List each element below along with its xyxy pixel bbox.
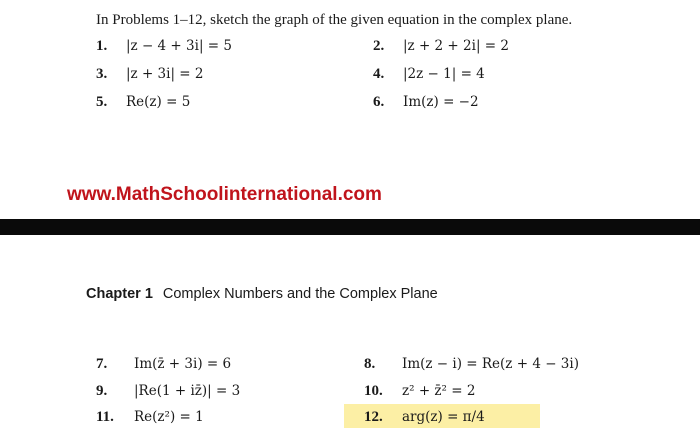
problem-7 [96, 356, 231, 373]
problem-number: 9. [96, 383, 108, 399]
problem-equation: |z + 2 + 2i| = 2 [403, 38, 509, 54]
problem-number: 6. [373, 94, 385, 110]
problem-number: 4. [373, 66, 385, 82]
problem-number: 7. [96, 356, 108, 372]
problem-equation: |2z − 1| = 4 [403, 66, 485, 82]
problem-equation: Im(z − i) = Re(z + 4 − 3i) [402, 356, 579, 372]
problem-equation: Im(z) = −2 [403, 94, 479, 110]
problem-number: 3. [96, 66, 108, 82]
problem-3 [96, 66, 204, 83]
problem-equation: Im(z̄ + 3i) = 6 [134, 356, 232, 372]
problem-1 [96, 38, 232, 55]
chapter-header [86, 286, 438, 302]
problem-10 [364, 383, 475, 400]
chapter-title: Complex Numbers and the Complex Plane [162, 286, 438, 302]
problem-page-top [0, 0, 700, 218]
problem-12 [364, 409, 485, 426]
problem-equation: |z + 3i| = 2 [126, 66, 204, 82]
problem-equation: Re(z²) = 1 [134, 409, 204, 425]
chapter-label: Chapter 1 [86, 286, 153, 302]
problem-11 [96, 409, 204, 426]
problem-number: 10. [364, 383, 383, 399]
problem-8 [364, 356, 579, 373]
problem-number: 2. [373, 38, 385, 54]
divider-bar [0, 219, 700, 235]
problem-number: 12. [364, 409, 383, 425]
problem-5 [96, 94, 190, 111]
website-link[interactable]: www.MathSchoolinternational.com [67, 184, 382, 205]
problem-6 [373, 94, 479, 111]
problem-4 [373, 66, 485, 83]
problem-number: 11. [96, 409, 114, 425]
problem-equation: |Re(1 + iz̄)| = 3 [134, 383, 241, 399]
problem-equation: z² + z̄² = 2 [402, 383, 476, 399]
problem-2 [373, 38, 509, 55]
problem-9 [96, 383, 240, 400]
problem-equation: Re(z) = 5 [126, 94, 191, 110]
problem-number: 5. [96, 94, 108, 110]
problem-equation: arg(z) = π/4 [402, 409, 485, 425]
problem-equation: |z − 4 + 3i| = 5 [126, 38, 232, 54]
instructions-text: In Problems 1–12, sketch the graph of the given equation in the complex plane. [96, 12, 573, 28]
problem-number: 1. [96, 38, 108, 54]
problem-number: 8. [364, 356, 376, 372]
